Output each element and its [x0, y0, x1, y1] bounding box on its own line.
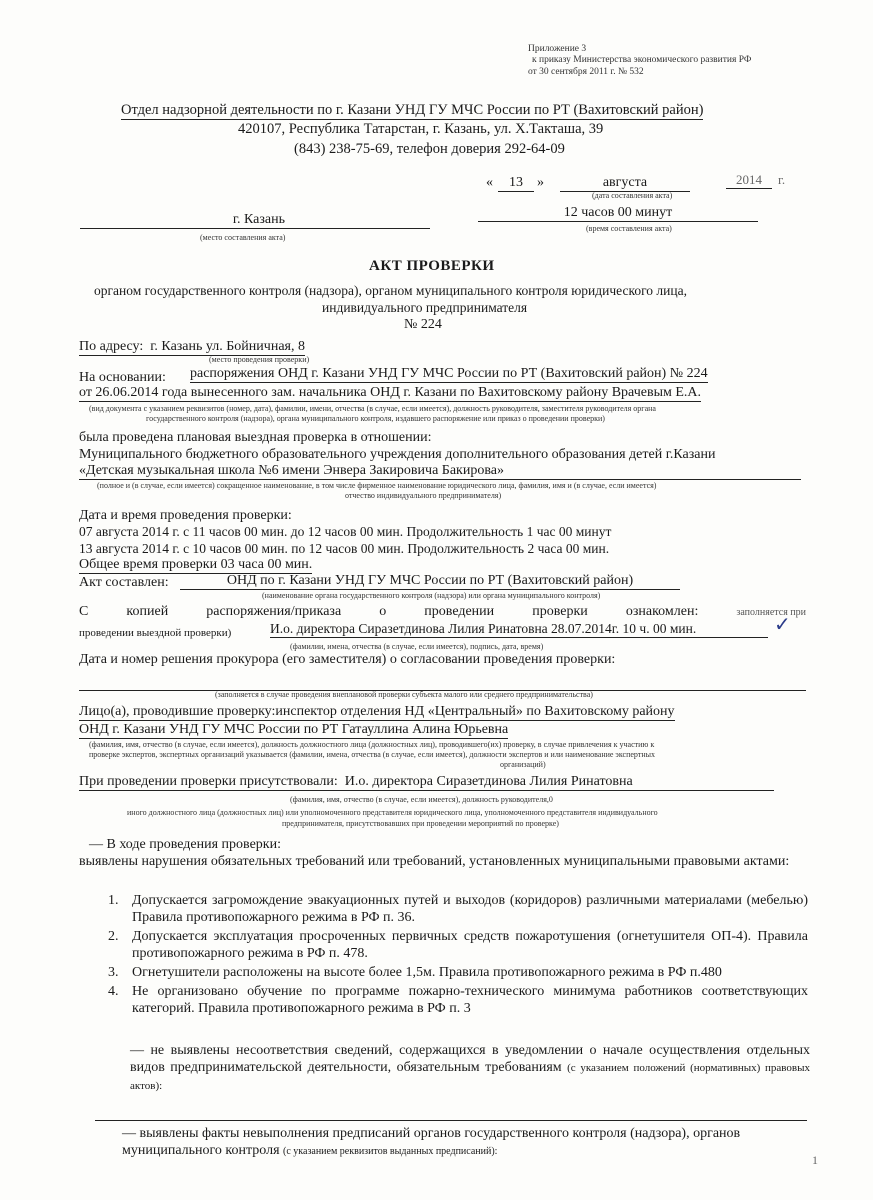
- inspection-intro: была проведена плановая выездная проверка в отношении:: [79, 430, 432, 445]
- org-name: Отдел надзорной деятельности по г. Казани УНД ГУ МЧС России по РТ (Вахитовский район): [121, 102, 704, 118]
- appendix-line3: от 30 сентября 2011 г. № 532: [528, 67, 644, 77]
- copy-w2: копией: [126, 604, 169, 619]
- date-caption: (дата составления акта): [592, 191, 673, 200]
- date-year: 2014: [726, 172, 772, 189]
- check-mark-icon: ✓: [774, 612, 791, 636]
- datetime-line2: 13 августа 2014 г. с 10 часов 00 мин. по 12 часов 00 мин. Продолжительность 2 часа 00 мин.: [79, 541, 610, 556]
- org-phone: (843) 238-75-69, телефон доверия 292-64-09: [294, 141, 565, 157]
- date-year-suffix: г.: [778, 172, 786, 187]
- finding-item-4: [108, 983, 808, 1017]
- findings-facts: — выявлены факты невыполнения предписаний органов государственного контроля (надзора), органов: [122, 1126, 741, 1141]
- inspectors-label: Лицо(а), проводившие проверку:: [79, 704, 276, 719]
- finding-item-num: 3.: [108, 965, 119, 980]
- date-day: 13: [498, 175, 534, 192]
- finding-item-num: 1.: [108, 893, 119, 908]
- act-subtitle-1: органом государственного контроля (надзора), органом муниципального контроля юридического лица,: [94, 283, 687, 298]
- inspection-line1: Муниципального бюджетного образовательного учреждения дополнительного образования детей г.Казани: [79, 447, 716, 462]
- place-caption: (место составления акта): [200, 233, 286, 242]
- copy-w1: С: [79, 604, 89, 619]
- present-caption1: (фамилия, имя, отчество (в случае, если имеется), должность руководителя,0: [290, 795, 553, 804]
- inspectors-line2: ОНД г. Казани УНД ГУ МЧС России по РТ Гатауллина Алина Юрьевна: [79, 722, 509, 737]
- present-value: И.о. директора Сиразетдинова Лилия Ринатовна: [344, 774, 633, 789]
- present-label: При проведении проверки присутствовали:: [79, 774, 338, 789]
- appendix-line2: к приказу Министерства экономического развития РФ: [532, 55, 752, 65]
- present-caption2: иного должностного лица (должностных лиц) или уполномоченного представителя юридического лица, уполномоченного представителя индивидуального: [127, 808, 658, 817]
- inspectors-line-1: [79, 704, 675, 721]
- inspection-line2: «Детская музыкальная школа №6 имени Энвера Закировича Бакирова»: [79, 463, 801, 480]
- inspectors-line1: инспектор отделения НД «Центральный» по Вахитовскому району: [275, 704, 675, 719]
- basis-label: На основании:: [79, 370, 166, 385]
- time-caption: (время составления акта): [586, 224, 672, 233]
- basis-caption1: (вид документа с указанием реквизитов (номер, дата), фамилии, имени, отчества (в случае, если имеется), должность руководителя, заместителя руководителя органа: [89, 404, 656, 413]
- prosecutor-caption: (заполняется в случае проведения внеплановой проверки субъекта малого или среднего предпринимательства): [215, 690, 593, 699]
- datetime-total: Общее время проверки 03 часа 00 мин.: [79, 557, 313, 572]
- finding-item-1: [108, 892, 808, 926]
- finding-item-text: Не организовано обучение по программе пожарно-технического минимума работников соответствующих категорий. Правила противопожарного режима в РФ п. 3: [132, 984, 808, 1016]
- copy-w6: проверки: [532, 604, 588, 619]
- basis-line1: распоряжения ОНД г. Казани УНД ГУ МЧС России по РТ (Вахитовский район) № 224: [190, 366, 708, 381]
- address-value: г. Казань ул. Бойничная, 8: [150, 339, 305, 354]
- copy-note-line2: проведении выездной проверки): [79, 627, 232, 639]
- compiled-value: ОНД по г. Казани УНД ГУ МЧС России по РТ (Вахитовский район): [180, 573, 680, 590]
- present-caption3: предпринимателя, присутствовавших при проведении мероприятий по проверке): [282, 819, 559, 828]
- act-number: № 224: [404, 317, 442, 332]
- place-value: [80, 212, 430, 229]
- act-title: АКТ ПРОВЕРКИ: [369, 258, 495, 274]
- facts-line2-text: муниципального контроля: [122, 1143, 280, 1158]
- inspection-caption1: (полное и (в случае, если имеется) сокращенное наименование, в том числе фирменное наименование юридического лица, фамилия, имя и (в случае, если имеется): [97, 481, 657, 490]
- act-subtitle-2: индивидуального предпринимателя: [322, 300, 528, 315]
- date-month: августа: [560, 175, 690, 192]
- address-block: [79, 339, 305, 356]
- address-caption: (место проведения проверки): [209, 355, 310, 364]
- copy-line: [79, 604, 806, 620]
- inspectors-caption3: организаций): [500, 760, 546, 769]
- copy-w5: проведении: [424, 604, 495, 619]
- date-open-quote: «: [486, 175, 493, 190]
- finding-item-num: 2.: [108, 929, 119, 944]
- findings-not-revealed: [130, 1042, 810, 1095]
- compiled-label: Акт составлен:: [79, 575, 169, 590]
- finding-item-3: [108, 964, 808, 981]
- finding-item-2: [108, 928, 808, 962]
- datetime-line1: 07 августа 2014 г. с 11 часов 00 мин. до 12 часов 00 мин. Продолжительность 1 час 00 минут: [79, 524, 612, 539]
- copy-note: заполняется при: [736, 607, 806, 618]
- not-revealed-line: [95, 1120, 807, 1121]
- date-close-quote: »: [537, 175, 544, 190]
- finding-item-num: 4.: [108, 984, 119, 999]
- copy-w7: ознакомлен:: [625, 604, 699, 619]
- compiled-caption: (наименование органа государственного контроля (надзора) или органа муниципального контроля): [262, 591, 601, 600]
- copy-value: И.о. директора Сиразетдинова Лилия Ринатовна 28.07.2014г. 10 ч. 00 мин.: [270, 621, 768, 638]
- appendix-line1: Приложение 3: [528, 44, 587, 54]
- datetime-label: Дата и время проведения проверки:: [79, 508, 292, 523]
- prosecutor-label: Дата и номер решения прокурора (его заместителя) о согласовании проведения проверки:: [79, 652, 616, 667]
- address-label: По адресу:: [79, 339, 144, 354]
- not-revealed-text: — не выявлены несоответствия сведений, содержащихся в уведомлении о начале осуществления отдельных видов предпринимательской деятельности, обязательным требованиям: [130, 1043, 810, 1075]
- page-number: 1: [812, 1153, 818, 1167]
- inspection-caption2: отчество индивидуального предпринимателя): [345, 491, 502, 500]
- not-revealed-note: (с указанием положений (нормативных) правовых актов):: [130, 1062, 811, 1092]
- findings-intro: — В ходе проведения проверки:: [89, 837, 281, 852]
- basis-caption2: государственного контроля (надзора), органа муниципального контроля, издавшего распоряжение или приказ о проведении проверки): [146, 414, 605, 423]
- time-value: 12 часов 00 минут: [478, 205, 758, 222]
- facts-note: (с указанием реквизитов выданных предписаний):: [283, 1146, 498, 1157]
- finding-item-text: Огнетушители расположены на высоте более 1,5м. Правила противопожарного режима в РФ п.480: [132, 965, 722, 980]
- inspectors-caption2: проверке экспертов, экспертных организаций указывается (фамилии, имена, отчества (в случае, если имеется), должности экспертов и или наименование экспертных: [89, 750, 655, 759]
- place-text: г. Казань: [232, 212, 285, 227]
- basis-line2: от 26.06.2014 года вынесенного зам. начальника ОНД г. Казани по Вахитовскому району Врачевым Е.А.: [79, 385, 702, 400]
- copy-w3: распоряжения/приказа: [206, 604, 342, 619]
- present-line: [79, 774, 774, 791]
- findings-revealed: выявлены нарушения обязательных требований или требований, установленных муниципальными правовыми актами:: [79, 854, 790, 869]
- inspectors-caption1: (фамилия, имя, отчество (в случае, если имеется), должность должностного лица (должностных лиц), проводившего(их) проверку, в случае привлечения к участию к: [89, 740, 655, 749]
- findings-facts-line2: [122, 1143, 497, 1159]
- findings-list: [108, 892, 808, 1017]
- finding-item-text: Допускается эксплуатация просроченных первичных средств пожаротушения (огнетушителя ОП-4). Правила противопожарного режима в РФ п. 478.: [132, 929, 808, 961]
- finding-item-text: Допускается загромождение эвакуационных путей и выходов (коридоров) различными материалами (мебелью) Правила противопожарного режима в РФ п. 36.: [132, 893, 808, 925]
- copy-caption: (фамилии, имена, отчества (в случае, если имеется), подпись, дата, время): [290, 642, 544, 651]
- copy-w4: о: [379, 604, 387, 619]
- org-address: 420107, Республика Татарстан, г. Казань, ул. Х.Такташа, 39: [238, 121, 604, 137]
